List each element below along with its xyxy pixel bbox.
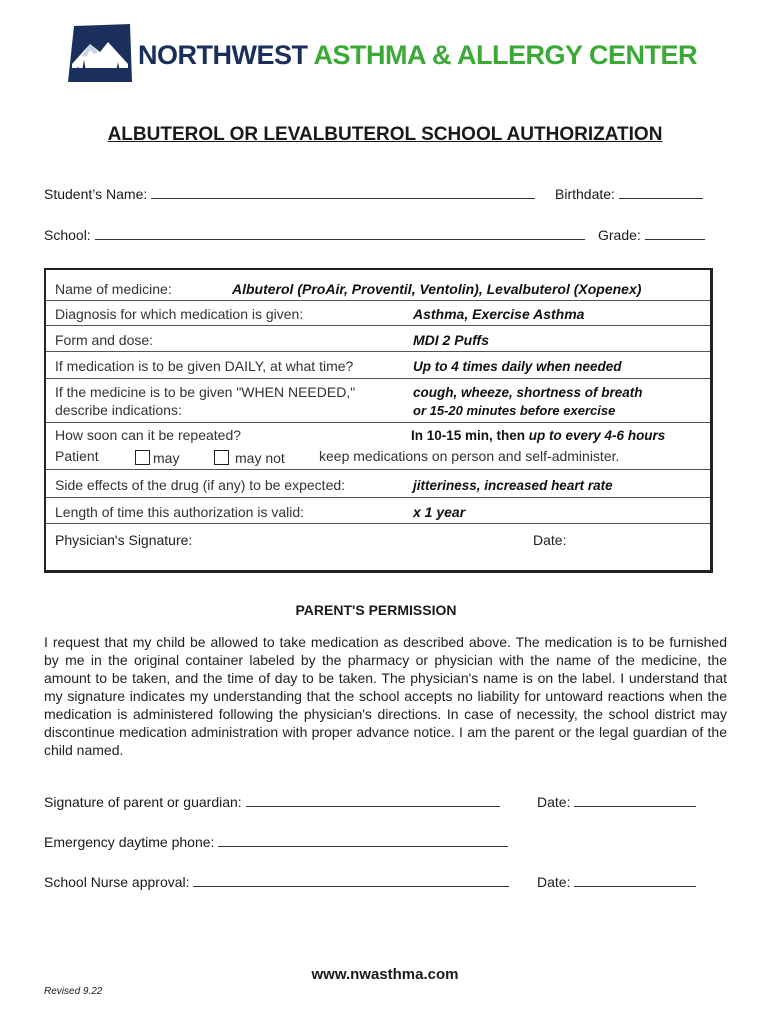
validity-value: x 1 year xyxy=(413,504,466,520)
permission-body: I request that my child be allowed to take medication as described above. The medication is to be furnished by me in the original container labeled by the pharmacy or physician with the name of the medicine, the amount to be taken, and the time of day to be taken. The physician's name is on the label. I understand that my signature indicates my understanding that the school accepts no liability for untoward reactions when the medication is administered following the physician's directions. In case of necessity, the school district may discontinue medication administration with proper advance notice. I am the parent or the legal guardian of the child named. xyxy=(44,634,727,758)
validity-label: Length of time this authorization is valid: xyxy=(55,504,305,520)
birthdate-field[interactable] xyxy=(619,185,703,199)
self-admin-text: keep medications on person and self-administer. xyxy=(319,448,620,464)
school-row xyxy=(44,226,585,243)
grade-row xyxy=(598,226,705,243)
daily-label: If medication is to be given DAILY, at what time? xyxy=(55,358,354,374)
grade-field[interactable] xyxy=(645,226,705,240)
daily-value: Up to 4 times daily when needed xyxy=(413,359,622,374)
revision-note: Revised 9.22 xyxy=(44,986,103,997)
repeat-value-a: In 10-15 min, then xyxy=(411,428,529,443)
mountain-trees-icon xyxy=(68,24,132,82)
school-label: School: xyxy=(44,227,91,243)
when-needed-value-1: cough, wheeze, shortness of breath xyxy=(413,385,643,400)
side-effects-value: jitteriness, increased heart rate xyxy=(413,478,613,493)
school-field[interactable] xyxy=(95,226,585,240)
diagnosis-label: Diagnosis for which medication is given: xyxy=(55,306,304,322)
may-label: may xyxy=(153,450,180,466)
may-not-label: may not xyxy=(235,450,285,466)
brand-primary: NORTHWEST xyxy=(138,40,308,70)
patient-label: Patient xyxy=(55,448,99,464)
nurse-approval-row xyxy=(44,873,509,890)
form-value: MDI 2 Puffs xyxy=(413,332,489,348)
logo-mark xyxy=(68,24,132,82)
physician-signature-label: Physician's Signature: xyxy=(55,532,193,548)
student-name-row xyxy=(44,185,535,202)
nurse-approval-label: School Nurse approval: xyxy=(44,874,190,890)
medicine-value: Albuterol (ProAir, Proventil, Ventolin), Levalbuterol (Xopenex) xyxy=(232,281,642,297)
phone-row xyxy=(44,833,508,850)
nurse-date-field[interactable] xyxy=(574,873,696,887)
brand-secondary: ASTHMA & ALLERGY CENTER xyxy=(313,40,697,70)
phone-field[interactable] xyxy=(218,833,508,847)
repeat-value-b: up to every 4-6 hours xyxy=(528,428,666,443)
student-name-label: Student’s Name: xyxy=(44,186,148,202)
row-divider xyxy=(46,351,710,352)
permission-title: PARENT'S PERMISSION xyxy=(295,602,457,618)
form-label: Form and dose: xyxy=(55,332,154,348)
when-needed-label-1: If the medicine is to be given "WHEN NEEDED," xyxy=(55,384,356,400)
parent-date-label: Date: xyxy=(537,794,571,810)
row-divider xyxy=(46,523,710,524)
parent-signature-row xyxy=(44,793,500,810)
row-divider xyxy=(46,300,710,301)
nurse-date-row xyxy=(537,873,696,890)
row-divider xyxy=(46,422,710,423)
may-checkbox[interactable] xyxy=(135,450,150,465)
nurse-approval-field[interactable] xyxy=(193,873,509,887)
parent-date-row xyxy=(537,793,696,810)
side-effects-label: Side effects of the drug (if any) to be expected: xyxy=(55,477,346,493)
row-divider xyxy=(46,325,710,326)
parent-date-field[interactable] xyxy=(574,793,696,807)
document-title: ALBUTEROL OR LEVALBUTEROL SCHOOL AUTHORIZATION xyxy=(107,124,663,145)
row-divider xyxy=(46,497,710,498)
may-not-checkbox[interactable] xyxy=(214,450,229,465)
grade-label: Grade: xyxy=(598,227,641,243)
repeat-label: How soon can it be repeated? xyxy=(55,427,242,443)
when-needed-value-2: or 15-20 minutes before exercise xyxy=(413,403,616,418)
parent-signature-label: Signature of parent or guardian: xyxy=(44,794,242,810)
birthdate-label: Birthdate: xyxy=(555,186,615,202)
nurse-date-label: Date: xyxy=(537,874,571,890)
when-needed-label-2: describe indications: xyxy=(55,402,182,418)
repeat-value xyxy=(411,427,665,444)
medication-table xyxy=(44,268,713,573)
physician-date-label: Date: xyxy=(533,532,567,548)
birthdate-row xyxy=(555,185,703,202)
brand-name xyxy=(138,40,697,71)
row-divider xyxy=(46,469,710,470)
diagnosis-value: Asthma, Exercise Asthma xyxy=(413,306,585,322)
medicine-label: Name of medicine: xyxy=(55,281,172,297)
footer-url[interactable]: www.nwasthma.com xyxy=(311,966,459,983)
student-name-field[interactable] xyxy=(151,185,535,199)
phone-label: Emergency daytime phone: xyxy=(44,834,215,850)
row-divider xyxy=(46,378,710,379)
parent-signature-field[interactable] xyxy=(246,793,500,807)
